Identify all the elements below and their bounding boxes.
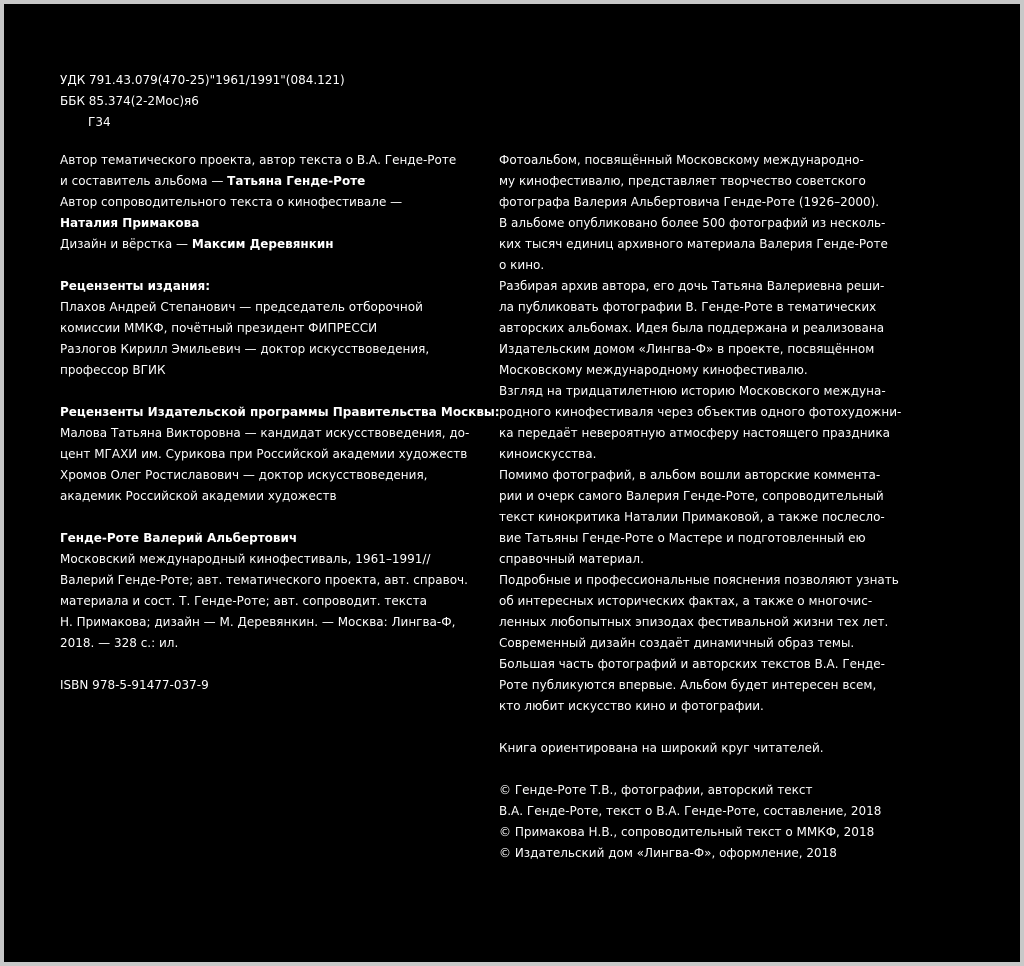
annotation-line: Московскому международному кинофестивалю. <box>499 363 808 377</box>
annotation-block <box>499 150 914 717</box>
annotation-line: киноискусства. <box>499 447 597 461</box>
annotation-line: Взгляд на тридцатилетнюю историю Московского междуна- <box>499 384 886 398</box>
annotation-line: родного кинофестиваля через объектив одного фотохудожни- <box>499 405 902 419</box>
annotation-line: Фотоальбом, посвящённый Московскому международно- <box>499 153 864 167</box>
catalog-title: Генде-Роте Валерий Альбертович <box>60 531 298 545</box>
credit-line: и составитель альбома — Татьяна Генде-Роте <box>60 174 366 188</box>
classification-block <box>60 70 345 133</box>
annotation-line: рии и очерк самого Валерия Генде-Роте, сопроводительный <box>499 489 884 503</box>
annotation-line: ленных любопытных эпизодах фестивальной жизни тех лет. <box>499 615 889 629</box>
copyright-line: © Издательский дом «Лингва-Ф», оформление, 2018 <box>499 846 837 860</box>
credit-name: Татьяна Генде-Роте <box>227 174 366 188</box>
copyright-line: © Примакова Н.В., сопроводительный текст о ММКФ, 2018 <box>499 825 875 839</box>
bbk-code: ББК 85.374(2-2Мос)я6 <box>60 94 199 108</box>
gov-reviewers-block <box>60 402 500 507</box>
annotation-line: справочный материал. <box>499 552 644 566</box>
catalog-line: Н. Примакова; дизайн — М. Деревянкин. — Москва: Лингва-Ф, <box>60 615 456 629</box>
copyright-line: В.А. Генде-Роте, текст о В.А. Генде-Роте, составление, 2018 <box>499 804 882 818</box>
annotation-line: Помимо фотографий, в альбом вошли авторские коммента- <box>499 468 881 482</box>
annotation-line: Издательским домом «Лингва-Ф» в проекте, посвящённом <box>499 342 875 356</box>
annotation-line: кто любит искусство кино и фотографии. <box>499 699 764 713</box>
credit-name: Максим Деревянкин <box>191 237 334 251</box>
right-column <box>499 150 914 864</box>
reviewer-line: Разлогов Кирилл Эмильевич — доктор искусствоведения, <box>60 342 430 356</box>
reviewers-title: Рецензенты издания: <box>60 279 211 293</box>
reviewer-line: комиссии ММКФ, почётный президент ФИПРЕССИ <box>60 321 378 335</box>
annotation-line: об интересных исторических фактах, а также о многочис- <box>499 594 873 608</box>
gov-reviewers-title: Рецензенты Издательской программы Правительства Москвы: <box>60 405 500 419</box>
annotation-line: Подробные и профессиональные пояснения позволяют узнать <box>499 573 899 587</box>
copyright-block <box>499 780 914 864</box>
catalog-line: Валерий Генде-Роте; авт. тематического проекта, авт. справоч. <box>60 573 468 587</box>
annotation-line: текст кинокритика Наталии Примаковой, а также послесло- <box>499 510 885 524</box>
annotation-line: вие Татьяны Генде-Роте о Мастере и подготовленный ею <box>499 531 866 545</box>
reviewer-line: академик Российской академии художеств <box>60 489 337 503</box>
reviewer-line: Плахов Андрей Степанович — председатель отборочной <box>60 300 423 314</box>
credit-line: Автор сопроводительного текста о кинофестивале — <box>60 195 403 209</box>
author-mark: Г34 <box>88 115 111 129</box>
credit-name: Наталия Примакова <box>60 216 200 230</box>
annotation-line: му кинофестивалю, представляет творчество советского <box>499 174 866 188</box>
udk-code: УДК 791.43.079(470-25)"1961/1991"(084.121) <box>60 73 345 87</box>
isbn: ISBN 978-5-91477-037-9 <box>60 678 209 692</box>
credits-block <box>60 150 480 255</box>
catalog-line: Московский международный кинофестиваль, 1961–1991// <box>60 552 431 566</box>
credit-line: Дизайн и вёрстка — Максим Деревянкин <box>60 237 334 251</box>
annotation-line: авторских альбомах. Идея была поддержана и реализована <box>499 321 885 335</box>
copyright-line: © Генде-Роте Т.В., фотографии, авторский текст <box>499 783 813 797</box>
catalog-entry <box>60 528 480 654</box>
catalog-line: материала и сост. Т. Генде-Роте; авт. сопроводит. текста <box>60 594 427 608</box>
annotation-line: Большая часть фотографий и авторских текстов В.А. Генде- <box>499 657 885 671</box>
credit-line: Автор тематического проекта, автор текста о В.А. Генде-Роте <box>60 153 457 167</box>
reviewer-line: Хромов Олег Ростиславович — доктор искусствоведения, <box>60 468 428 482</box>
left-column <box>60 150 500 696</box>
annotation-line: фотографа Валерия Альбертовича Генде-Роте (1926–2000). <box>499 195 880 209</box>
annotation-line: В альбоме опубликовано более 500 фотографий из несколь- <box>499 216 886 230</box>
annotation-line: Современный дизайн создаёт динамичный образ темы. <box>499 636 855 650</box>
annotation-line: ла публиковать фотографии В. Генде-Роте в тематических <box>499 300 877 314</box>
annotation-line: Разбирая архив автора, его дочь Татьяна Валериевна реши- <box>499 279 885 293</box>
reviewers-block <box>60 276 480 381</box>
reviewer-line: цент МГАХИ им. Сурикова при Российской академии художеств <box>60 447 468 461</box>
reviewer-line: профессор ВГИК <box>60 363 166 377</box>
reviewer-line: Малова Татьяна Викторовна — кандидат искусствоведения, до- <box>60 426 470 440</box>
annotation-line: о кино. <box>499 258 545 272</box>
annotation-line: ка передаёт невероятную атмосферу настоящего праздника <box>499 426 890 440</box>
imprint-page <box>4 4 1020 962</box>
catalog-line: 2018. — 328 с.: ил. <box>60 636 179 650</box>
annotation-line: Роте публикуются впервые. Альбом будет интересен всем, <box>499 678 877 692</box>
annotation-line: ких тысяч единиц архивного материала Валерия Генде-Роте <box>499 237 888 251</box>
audience-note: Книга ориентирована на широкий круг читателей. <box>499 741 824 755</box>
